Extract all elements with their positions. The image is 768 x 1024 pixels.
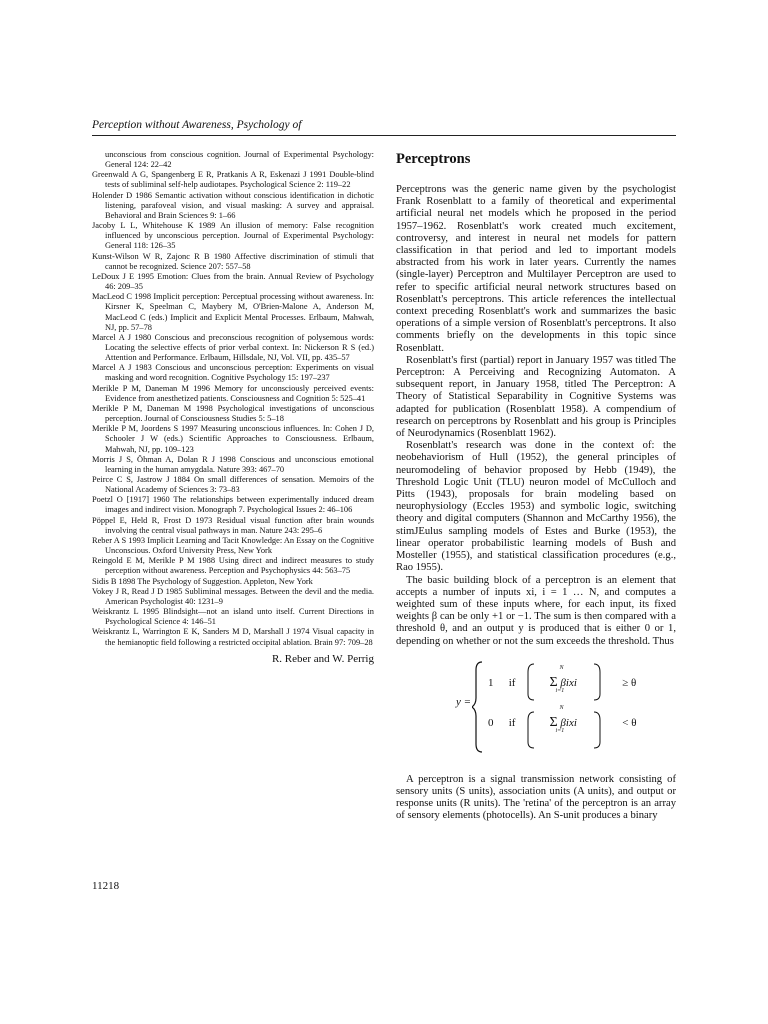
equation-row-1-value: 1	[488, 676, 494, 689]
sum-lower-limit: i=1	[555, 727, 565, 734]
reference-entry: Merikle P M, Joordens S 1997 Measuring unconscious influences. In: Cohen J D, Schooler J W (eds.) Scientific Approaches to Consciousness. Erlbaum, Mahwah, NJ, pp. 109–123	[92, 424, 374, 454]
header-rule	[92, 135, 676, 136]
reference-entry: Peirce C S, Jastrow J 1884 On small differences of sensation. Memoirs of the National Academy of Sciences 3: 73–83	[92, 475, 374, 495]
paragraph-2: Rosenblatt's first (partial) report in January 1957 was titled The Perceptron: A Perceiving and Recognizing Automaton. A subsequent report, in January 1958, titled The Perceptron: A Theory of Statistical Separability in Cognitive Systems was adapted for publication (Rosenblatt 1958). A compendium of research on perceptrons by Rosenblatt and his group is Principles of Neurodynamics (Rosenblatt 1962).	[396, 354, 676, 440]
equation-row-2-condition: < θ	[622, 716, 637, 729]
reference-entry: Poetzl O [1917] 1960 The relationships between experimentally induced dream images and indirect vision. Monograph 7. Psychological Issues 2: 46–106	[92, 495, 374, 515]
reference-list	[92, 150, 374, 648]
sum-upper-limit: N	[559, 704, 564, 711]
article-column	[396, 150, 676, 823]
reference-entry: Marcel A J 1983 Conscious and unconscious perception: Experiments on visual masking and word recognition. Cognitive Psychology 15: 197–237	[92, 363, 374, 383]
equation-row-1-condition: ≥ θ	[622, 676, 637, 689]
equation-lhs: y =	[456, 695, 472, 708]
equation-braces	[472, 658, 632, 756]
article-title: Perceptrons	[396, 151, 471, 167]
reference-entry: Holender D 1986 Semantic activation without conscious identification in dichotic listening, parafoveal vision, and visual masking: A survey and appraisal. Behavioral and Brain Sciences 9: 1–66	[92, 190, 374, 220]
reference-entry: unconscious from conscious cognition. Journal of Experimental Psychology: General 124: 22–42	[105, 150, 374, 170]
equation-row-2	[488, 704, 637, 734]
equation-row-1-if: if	[508, 676, 516, 689]
reference-entry: Reber A S 1993 Implicit Learning and Tacit Knowledge: An Essay on the Cognitive Unconscious. Oxford University Press, New York	[92, 535, 374, 556]
equation-row-1-sum	[549, 664, 620, 694]
equation-row-2-sum	[549, 704, 620, 734]
sum-upper-limit: N	[559, 664, 564, 671]
sum-term: βixi	[560, 716, 577, 729]
sum-sign: Σ	[549, 674, 558, 690]
reference-entry: Jacoby L L, Whitehouse K 1989 An illusion of memory: False recognition influenced by unconscious perception. Journal of Experimental Psychology: General 118: 126–35	[92, 221, 374, 251]
paragraph-4: The basic building block of a perceptron is an element that accepts a number of inputs xi, i = 1 … N, and computes a weighted sum of these inputs where, for each input, its fixed weights β can be only +1 or −1. The sum is then compared with a threshold θ, and an output y is produced that is either 0 or 1, depending on whether or not the sum exceeds the threshold. Thus	[396, 574, 676, 647]
reference-entry: Pöppel E, Held R, Frost D 1973 Residual visual function after brain wounds involving the central visual pathways in man. Nature 243: 295–6	[92, 515, 374, 535]
reference-entry: Morris J S, Öhman A, Dolan R J 1998 Conscious and unconscious emotional learning in the human amygdala. Nature 393: 467–70	[92, 454, 374, 474]
reference-entry: Merikle P M, Daneman M 1998 Psychological investigations of unconscious perception. Journal of Consciousness Studies 5: 5–18	[92, 403, 374, 424]
equation-row-2-value: 0	[488, 716, 494, 729]
reference-entry: Greenwald A G, Spangenberg E R, Pratkanis A R, Eskenazi J 1991 Double-blind tests of subliminal self-help audiotapes. Psychological Science 2: 119–22	[92, 170, 374, 190]
reference-entry: Kunst-Wilson W R, Zajonc R B 1980 Affective discrimination of stimuli that cannot be recognized. Science 207: 557–58	[92, 251, 374, 271]
reference-entry: Marcel A J 1980 Conscious and preconscious recognition of polysemous words: Locating the selective effects of prior verbal context. In: Nickerson R S (ed.) Attention and Performance. Erlbaum, Hillsdale, NJ, Vol. VII, pp. 435–57	[92, 332, 374, 363]
equation-row-2-if: if	[508, 716, 516, 729]
reference-entry: Merikle P M, Daneman M 1996 Memory for unconsciously perceived events: Evidence from anesthetized patients. Consciousness and Cognition 5: 525–41	[92, 383, 374, 403]
reference-entry: Vokey J R, Read J D 1985 Subliminal messages. Between the devil and the media. American Psychologist 40: 1231–9	[92, 586, 374, 606]
paragraph-5: A perceptron is a signal transmission network consisting of sensory units (S units), association units (A units), and output or response units (R units). The 'retina' of the perceptron is an array of sensory elements (photocells). An S-unit produces a binary	[396, 773, 676, 822]
reference-entry: MacLeod C 1998 Implicit perception: Perceptual processing without awareness. In: Kirsner K, Speelman C, Maybery M, O'Brien-Malone A, Anderson M, MacLeod C (eds.) Implicit and Explicit Mental Processes. Erlbaum, Mahwah, NJ, pp. 57–78	[92, 292, 374, 332]
running-head: Perception without Awareness, Psychology of	[92, 119, 302, 131]
perceptron-equation	[396, 658, 676, 756]
equation-row-1	[488, 664, 637, 694]
sum-sign: Σ	[549, 714, 558, 730]
reference-entry: Sidis B 1898 The Psychology of Suggestion. Appleton, New York	[92, 576, 313, 586]
sum-lower-limit: i=1	[555, 687, 565, 694]
paragraph-1: Perceptrons was the generic name given by the psychologist Frank Rosenblatt to a family of theoretical and experimental artificial neural net models which he proposed in the period 1957–1962. Rosenblatt's work created much excitement, controversy, and interest in neural net models for pattern classification in that period and led to important models abstracted from his work in later years. Currently the names (single-layer) Perceptron and Multilayer Perceptron are used to refer to specific artificial neural network structures based on Rosenblatt's perceptrons. This article references the intellectual context preceding Rosenblatt's work and summarizes the basic operations of a simple version of Rosenblatt's perceptrons. It also comments briefly on the developments in this topic since Rosenblatt.	[396, 184, 676, 354]
reference-entry: Reingold E M, Merikle P M 1988 Using direct and indirect measures to study perception without awareness. Perception and Psychophysics 44: 563–75	[92, 556, 374, 576]
sum-term: βixi	[560, 676, 577, 689]
reference-entry: LeDoux J E 1995 Emotion: Clues from the brain. Annual Review of Psychology 46: 209–35	[92, 271, 374, 292]
page-number: 11218	[92, 880, 120, 892]
references-column	[92, 150, 374, 664]
reference-entry: Weiskrantz L, Warrington E K, Sanders M D, Marshall J 1974 Visual capacity in the hemianoptic field following a restricted occipital ablation. Brain 97: 709–28	[92, 627, 374, 647]
paragraph-3: Rosenblatt's research was done in the context of: the neobehaviorism of Hull (1952), the general principles of neuromodeling of behavior proposed by Hebb (1949), the Threshold Logic Unit (TLU) neuron model of McCulloch and Pitts (1943), proposals for brain modeling based on neurophysiology (Eccles 1953) and symbolic logic, switching theory and digital computers (Shannon and McCarthy 1956), the stimJEulus sampling models of Estes and Burke (1953), the linear operator probabilistic learning models of Bush and Mosteller (1955), and statistical classification procedures (e.g., Rao 1955).	[396, 440, 676, 574]
article-authors: R. Reber and W. Perrig	[271, 652, 374, 665]
reference-entry: Weiskrantz L 1995 Blindsight—not an island unto itself. Current Directions in Psychological Science 4: 146–51	[92, 607, 374, 627]
